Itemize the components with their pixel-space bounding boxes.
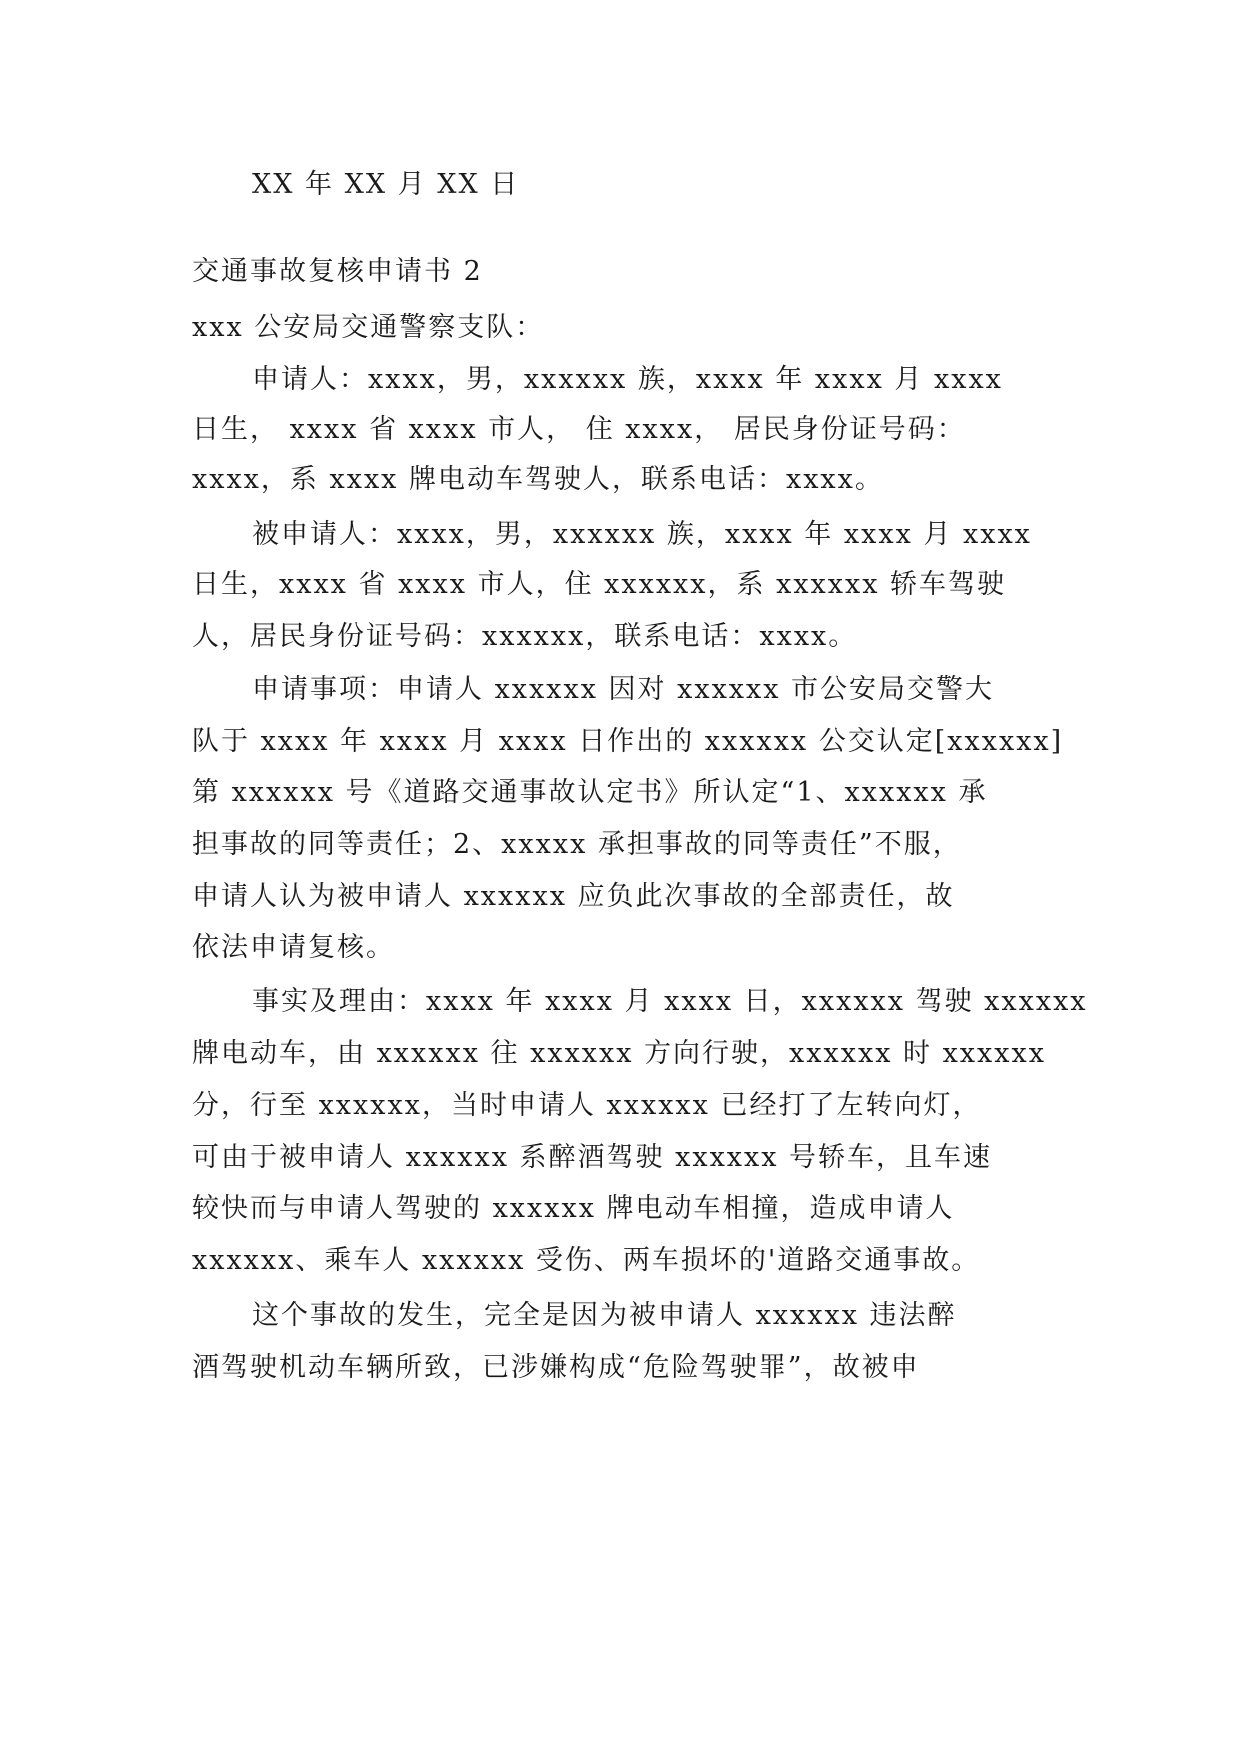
applicant-line-1: 申请人：xxxx，男，xxxxxx 族，xxxx 年 xxxx 月 xxxx (252, 364, 1003, 395)
facts-line-5: 较快而与申请人驾驶的 xxxxxx 牌电动车相撞，造成申请人 (192, 1193, 955, 1224)
request-line-6: 依法申请复核。 (192, 932, 395, 963)
facts-line-3: 分，行至 xxxxxx，当时申请人 xxxxxx 已经打了左转向灯， (192, 1090, 982, 1121)
request-line-2: 队于 xxxx 年 xxxx 月 xxxx 日作出的 xxxxxx 公交认定[xxxxxx] (192, 726, 1064, 757)
request-line-1: 申请事项：申请人 xxxxxx 因对 xxxxxx 市公安局交警大 (252, 674, 995, 705)
applicant-line-3: xxxx，系 xxxx 牌电动车驾驶人，联系电话：xxxx。 (192, 464, 884, 495)
document-title: 交通事故复核申请书 2 (192, 256, 483, 287)
request-line-4: 担事故的同等责任；2、xxxxx 承担事故的同等责任”不服， (192, 829, 962, 860)
addressee: xxx 公安局交通警察支队： (192, 312, 545, 343)
facts-line-4: 可由于被申请人 xxxxxx 系醉酒驾驶 xxxxxx 号轿车，且车速 (192, 1142, 993, 1173)
facts-line-6: xxxxxx、乘车人 xxxxxx 受伤、两车损坏的'道路交通事故。 (192, 1245, 981, 1276)
cause-line-2: 酒驾驶机动车辆所致，已涉嫌构成“危险驾驶罪”，故被申 (192, 1352, 920, 1383)
facts-line-2: 牌电动车，由 xxxxxx 往 xxxxxx 方向行驶，xxxxxx 时 xxxxxx (192, 1038, 1046, 1069)
respondent-line-1: 被申请人：xxxx，男，xxxxxx 族，xxxx 年 xxxx 月 xxxx (252, 519, 1032, 550)
respondent-line-3: 人，居民身份证号码：xxxxxx，联系电话：xxxx。 (192, 621, 858, 652)
applicant-line-2: 日生， xxxx 省 xxxx 市人， 住 xxxx， 居民身份证号码： (192, 414, 966, 445)
cause-line-1: 这个事故的发生，完全是因为被申请人 xxxxxx 违法醉 (252, 1300, 957, 1331)
respondent-line-2: 日生，xxxx 省 xxxx 市人，住 xxxxxx，系 xxxxxx 轿车驾驶 (192, 569, 1007, 600)
request-line-5: 申请人认为被申请人 xxxxxx 应负此次事故的全部责任，故 (192, 881, 955, 912)
facts-line-1: 事实及理由：xxxx 年 xxxx 月 xxxx 日，xxxxxx 驾驶 xxxxxx (252, 986, 1088, 1017)
date-line: XX 年 XX 月 XX 日 (252, 169, 520, 200)
request-line-3: 第 xxxxxx 号《道路交通事故认定书》所认定“1、xxxxxx 承 (192, 777, 988, 808)
